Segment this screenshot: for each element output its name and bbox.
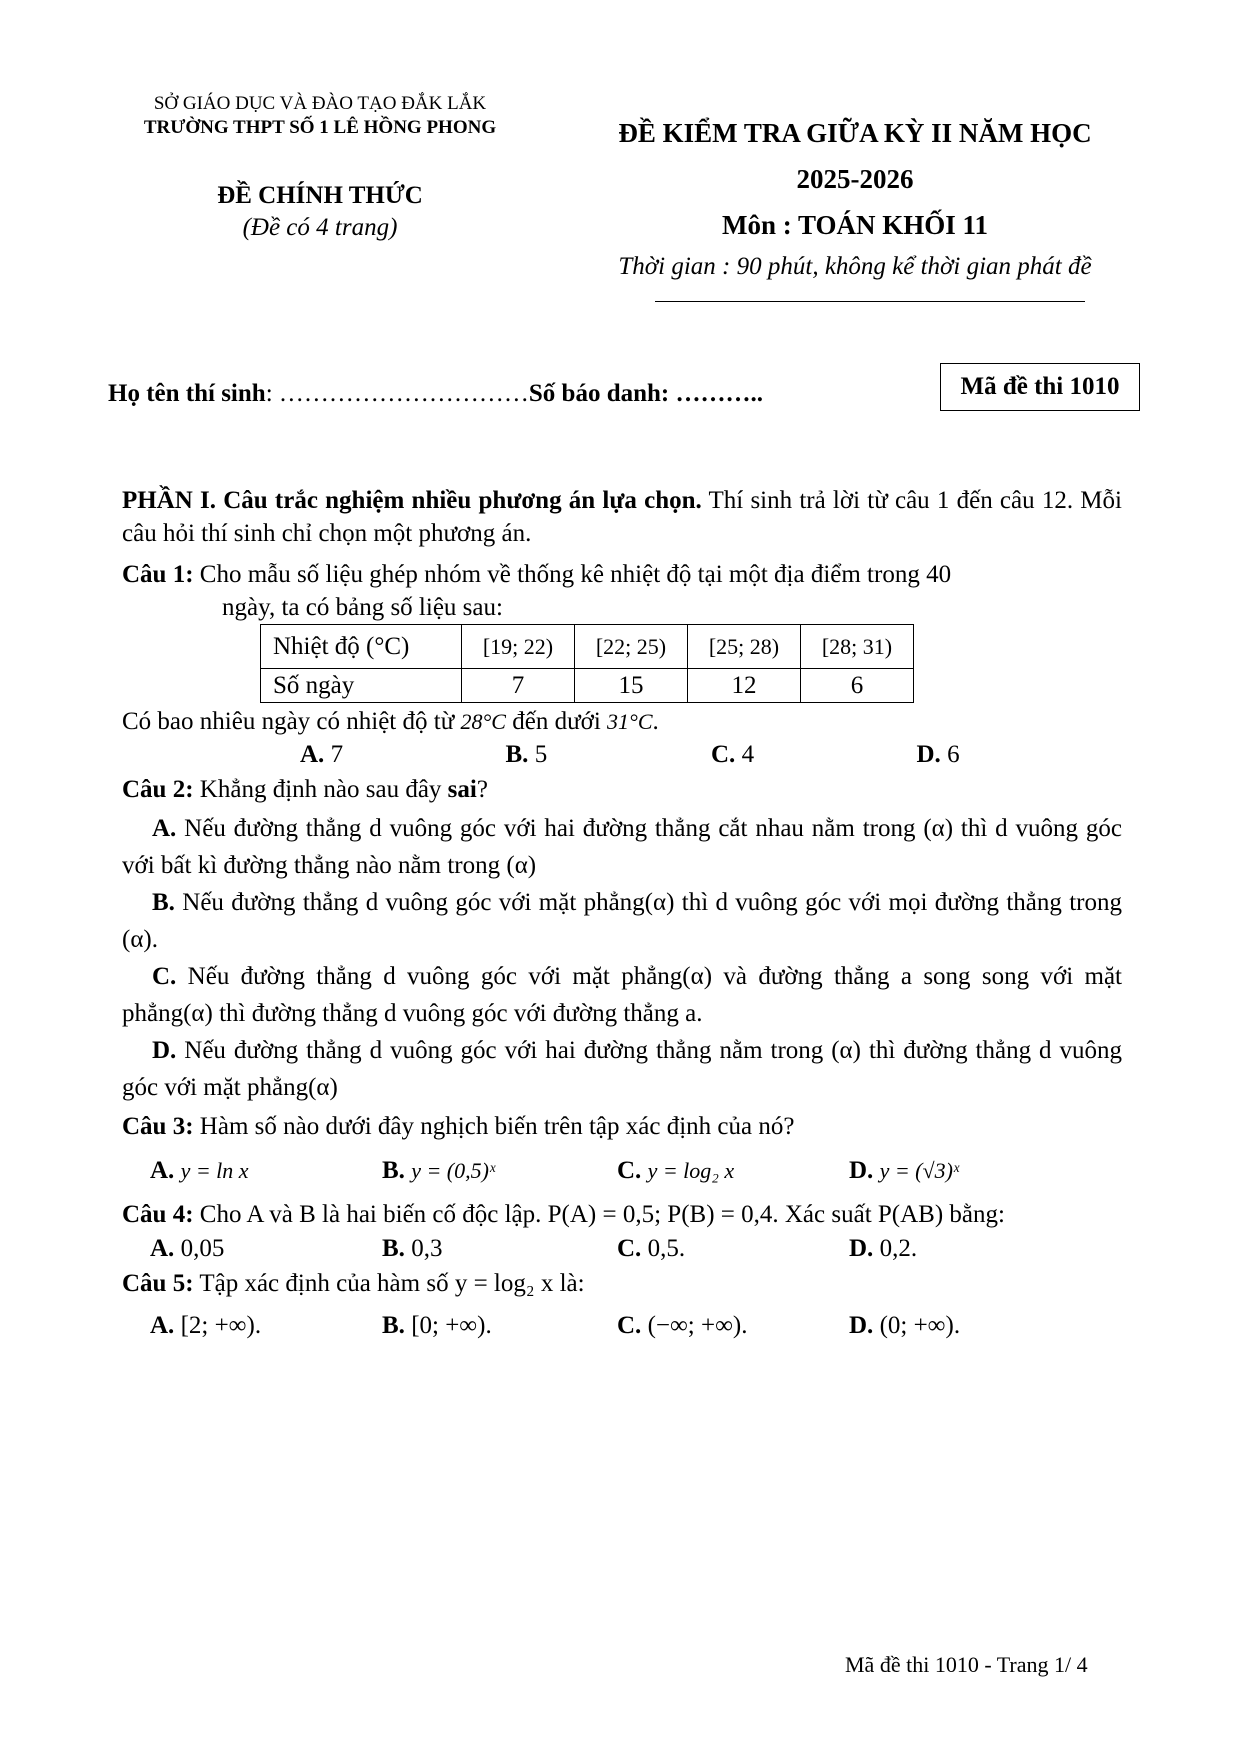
option-label: C. bbox=[617, 1157, 642, 1184]
option-text: 6 bbox=[940, 741, 960, 768]
option-text: 0,2. bbox=[879, 1235, 918, 1262]
page-footer: Mã đề thi 1010 - Trang 1/ 4 bbox=[845, 1652, 1088, 1677]
table-cell: 12 bbox=[688, 669, 801, 703]
question-1-text-cont: ngày, ta có bảng số liệu sau: bbox=[222, 594, 503, 621]
question-1 bbox=[122, 558, 1122, 591]
official-label: ĐỀ CHÍNH THỨC bbox=[217, 182, 423, 209]
option-c[interactable] bbox=[617, 1151, 849, 1191]
student-id-label: Số báo danh: ……….. bbox=[528, 380, 763, 407]
option-text: Nếu đường thẳng d vuông góc với hai đường thẳng cắt nhau nằm trong (α) thì d vuông góc với bất kì đường thẳng nào nằm trong (α) bbox=[122, 815, 1122, 879]
option-text: 0,3 bbox=[411, 1235, 443, 1262]
exam-time: Thời gian : 90 phút, không kể thời gian phát đề bbox=[618, 253, 1092, 280]
option-text: (0; +∞). bbox=[879, 1312, 961, 1339]
table-cell: [19; 22) bbox=[462, 625, 575, 669]
option-label: C. bbox=[617, 1235, 642, 1262]
student-name-label: Họ tên thí sinh bbox=[108, 380, 266, 407]
table-header-temperature: Nhiệt độ (°C) bbox=[261, 625, 462, 669]
school-name: TRƯỜNG THPT SỐ 1 LÊ HỒNG PHONG bbox=[143, 117, 497, 138]
question-3-options bbox=[122, 1151, 1122, 1191]
option-c[interactable] bbox=[617, 1232, 849, 1265]
option-text: 5 bbox=[528, 741, 548, 768]
option-d[interactable] bbox=[849, 1306, 1081, 1346]
question-3 bbox=[122, 1110, 1122, 1143]
student-name-field: : ………………………… bbox=[265, 380, 529, 407]
math-expression: y = (√3)ˣ bbox=[879, 1158, 960, 1183]
official-block bbox=[160, 180, 480, 244]
department-name: SỞ GIÁO DỤC VÀ ĐÀO TẠO ĐẮK LẮK bbox=[153, 93, 487, 114]
table-cell: 7 bbox=[462, 669, 575, 703]
question-2-option-a[interactable] bbox=[122, 810, 1122, 884]
table-cell: 15 bbox=[575, 669, 688, 703]
question-5 bbox=[122, 1267, 1122, 1300]
exam-code-box: Mã đề thi 1010 bbox=[940, 363, 1140, 411]
question-2-label: Câu 2: bbox=[122, 776, 194, 803]
option-b[interactable] bbox=[382, 1306, 617, 1346]
question-2-text: ? bbox=[476, 776, 488, 803]
option-label: B. bbox=[382, 1235, 405, 1262]
part1-instruction: Thí sinh trả lời từ câu 1 đến câu 12. Mỗi câu hỏi thí sinh chỉ chọn một phương án. bbox=[122, 487, 1122, 547]
option-text: Nếu đường thẳng d vuông góc với mặt phẳng(α) thì d vuông góc với mọi đường thẳng trong (α). bbox=[122, 889, 1122, 953]
option-a[interactable] bbox=[150, 1151, 382, 1191]
table-cell: [28; 31) bbox=[801, 625, 914, 669]
pages-note: (Đề có 4 trang) bbox=[242, 214, 398, 241]
option-b[interactable] bbox=[506, 738, 712, 771]
question-2-emphasis: sai bbox=[447, 776, 477, 803]
option-label: B. bbox=[382, 1157, 405, 1184]
question-3-label: Câu 3: bbox=[122, 1113, 194, 1140]
math-expression: 31°C bbox=[607, 709, 653, 734]
frequency-table bbox=[260, 624, 914, 703]
question-2-option-b[interactable] bbox=[122, 884, 1122, 958]
question-4-text: Cho A và B là hai biến cố độc lập. P(A) = 0,5; P(B) = 0,4. Xác suất P(AB) bằng: bbox=[193, 1201, 1005, 1228]
table-cell: [25; 28) bbox=[688, 625, 801, 669]
option-text: Nếu đường thẳng d vuông góc với mặt phẳng(α) và đường thẳng a song song với mặt phẳng(α) thì đường thẳng d vuông góc với đường thẳng a. bbox=[122, 963, 1122, 1027]
table-cell: [22; 25) bbox=[575, 625, 688, 669]
math-expression: y = (0,5)ˣ bbox=[411, 1158, 496, 1183]
option-text: 4 bbox=[735, 741, 755, 768]
option-a[interactable] bbox=[150, 1306, 382, 1346]
option-d[interactable] bbox=[917, 738, 1123, 771]
question-2-option-c[interactable] bbox=[122, 958, 1122, 1032]
subject: Môn : TOÁN KHỐI 11 bbox=[721, 210, 989, 240]
header-divider bbox=[655, 301, 1085, 302]
option-text: [2; +∞). bbox=[180, 1312, 262, 1339]
question-5-label: Câu 5: bbox=[122, 1270, 194, 1297]
question-1-label: Câu 1: bbox=[122, 561, 194, 588]
question-2-option-d[interactable] bbox=[122, 1032, 1122, 1106]
question-3-text: Hàm số nào dưới đây nghịch biến trên tập xác định của nó? bbox=[193, 1113, 795, 1140]
question-2-text: Khẳng định nào sau đây bbox=[193, 776, 448, 803]
school-year: 2025-2026 bbox=[796, 164, 914, 194]
option-label: A. bbox=[300, 741, 325, 768]
option-label: D. bbox=[849, 1312, 874, 1339]
student-info bbox=[108, 380, 763, 408]
table-cell: 6 bbox=[801, 669, 914, 703]
math-expression: y = log₂ x bbox=[647, 1158, 735, 1183]
option-a[interactable] bbox=[150, 1232, 382, 1265]
option-b[interactable] bbox=[382, 1232, 617, 1265]
option-label: B. bbox=[382, 1312, 405, 1339]
option-c[interactable] bbox=[711, 738, 917, 771]
exam-title: ĐỀ KIỂM TRA GIỮA KỲ II NĂM HỌC bbox=[618, 118, 1092, 148]
math-expression: 28°C bbox=[460, 709, 506, 734]
option-b[interactable] bbox=[382, 1151, 617, 1191]
option-label: D. bbox=[916, 741, 941, 768]
question-1-ask-text: . bbox=[652, 708, 659, 735]
question-1-ask bbox=[122, 705, 1122, 738]
option-text: (−∞; +∞). bbox=[647, 1312, 748, 1339]
option-text: Nếu đường thẳng d vuông góc với hai đường thẳng nằm trong (α) thì đường thẳng d vuông góc với mặt phẳng(α) bbox=[122, 1037, 1123, 1101]
question-4 bbox=[122, 1197, 1122, 1232]
option-a[interactable] bbox=[300, 738, 506, 771]
option-label: C. bbox=[617, 1312, 642, 1339]
math-expression: y = ln x bbox=[180, 1158, 249, 1183]
option-label: D. bbox=[849, 1157, 874, 1184]
option-label: D. bbox=[849, 1235, 874, 1262]
exam-content bbox=[122, 484, 1122, 1346]
option-text: 0,05 bbox=[180, 1235, 225, 1262]
table-header-days: Số ngày bbox=[261, 669, 462, 703]
option-label: C. bbox=[711, 741, 736, 768]
option-label: B. bbox=[152, 889, 175, 916]
part1-heading bbox=[122, 484, 1122, 550]
table-row bbox=[261, 625, 914, 669]
question-5-text: Tập xác định của hàm số y = log₂ x là: bbox=[193, 1270, 585, 1297]
question-2 bbox=[122, 773, 1122, 806]
question-1-ask-text: Có bao nhiêu ngày có nhiệt độ từ bbox=[122, 708, 461, 735]
option-d[interactable] bbox=[849, 1232, 1081, 1265]
option-label: A. bbox=[152, 815, 177, 842]
header-left bbox=[100, 92, 540, 140]
option-label: D. bbox=[152, 1037, 177, 1064]
option-d[interactable] bbox=[849, 1151, 1081, 1191]
question-1-ask-text: đến dưới bbox=[505, 708, 608, 735]
option-text: [0; +∞). bbox=[411, 1312, 492, 1339]
option-label: A. bbox=[150, 1235, 175, 1262]
question-1-options bbox=[122, 738, 1122, 771]
question-5-options bbox=[122, 1306, 1122, 1346]
option-label: B. bbox=[505, 741, 529, 768]
question-4-options bbox=[122, 1232, 1122, 1265]
header-right bbox=[575, 110, 1135, 248]
option-c[interactable] bbox=[617, 1306, 849, 1346]
option-text: 7 bbox=[324, 741, 344, 768]
question-4-label: Câu 4: bbox=[122, 1201, 194, 1228]
option-label: A. bbox=[150, 1157, 175, 1184]
option-label: A. bbox=[150, 1312, 175, 1339]
part1-title: PHẦN I. Câu trắc nghiệm nhiều phương án lựa chọn. bbox=[122, 487, 702, 514]
table-row bbox=[261, 669, 914, 703]
question-1-text: Cho mẫu số liệu ghép nhóm về thống kê nhiệt độ tại một địa điểm trong 40 bbox=[193, 561, 952, 588]
option-text: 0,5. bbox=[647, 1235, 686, 1262]
option-label: C. bbox=[152, 963, 177, 990]
